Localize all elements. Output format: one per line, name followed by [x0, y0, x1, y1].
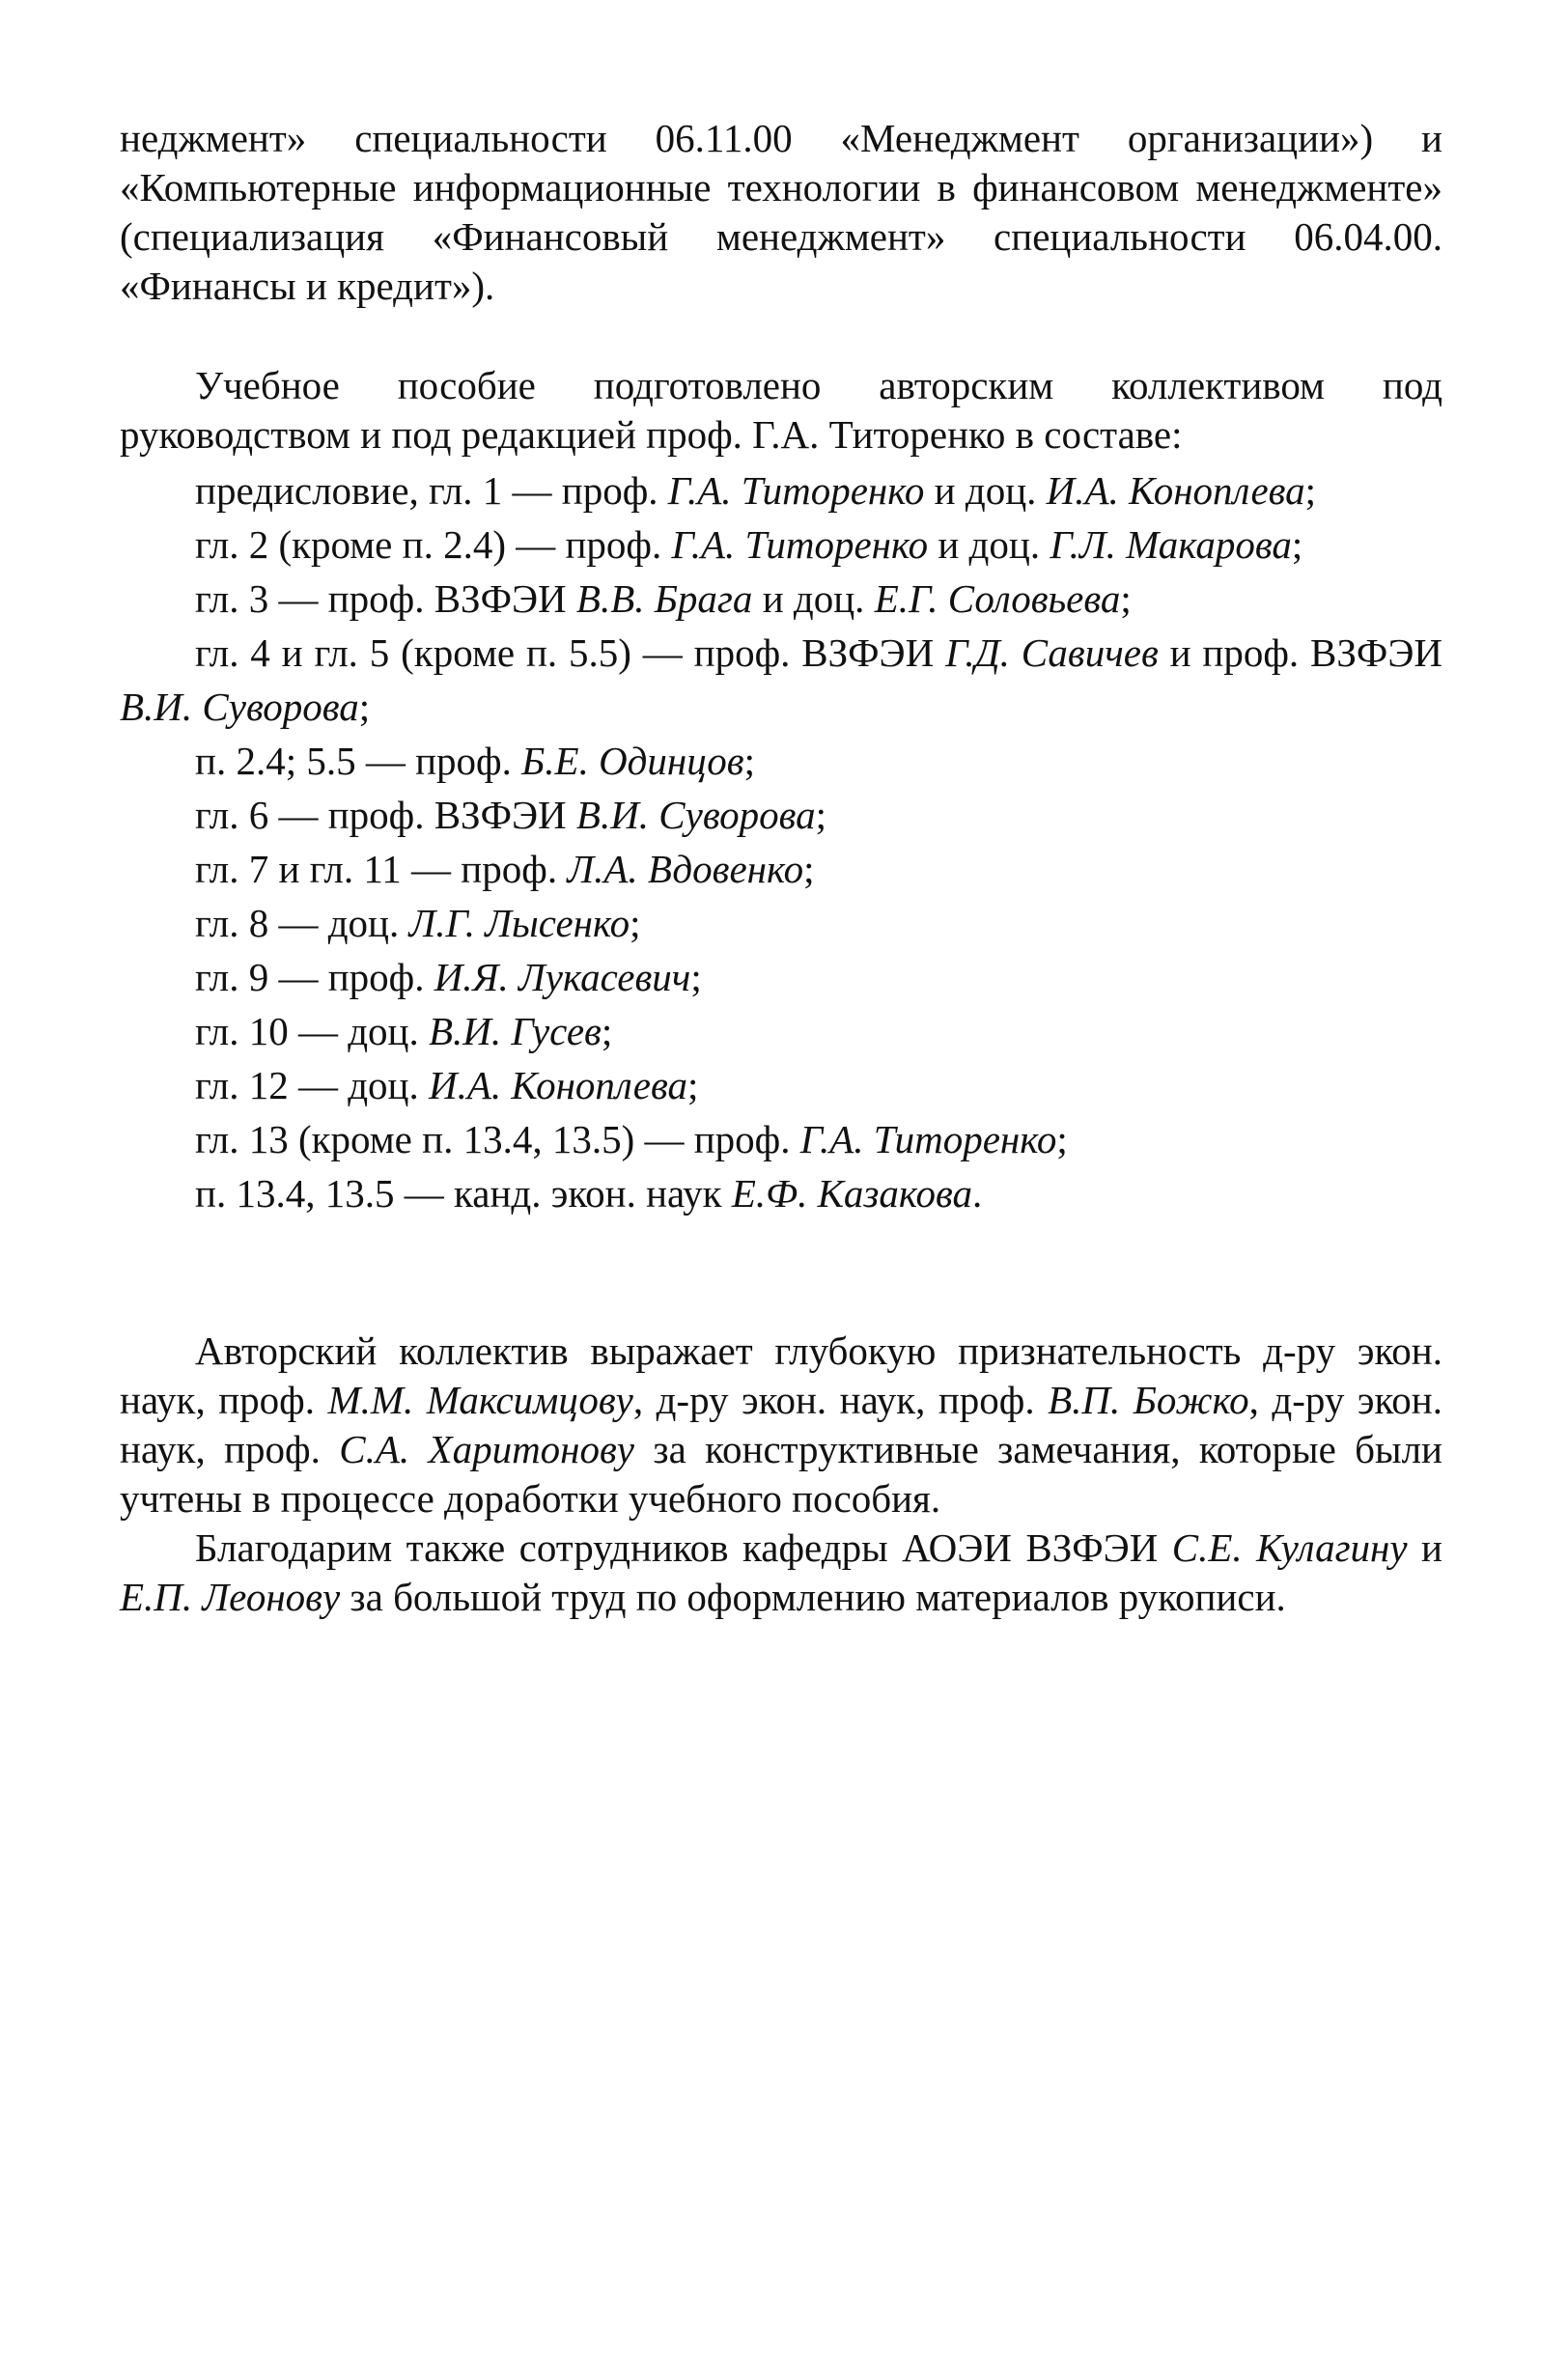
author-name: Г.А. Титоренко [671, 522, 929, 567]
staff-name: Е.П. Леонову [120, 1575, 341, 1619]
author-name: В.И. Суворова [120, 685, 359, 729]
list-item: гл. 8 — доц. Л.Г. Лысенко; [195, 901, 641, 945]
list-item: гл. 13 (кроме п. 13.4, 13.5) — проф. Г.А. Титоренко; [195, 1117, 1068, 1161]
author-name: Е.Г. Соловьева [874, 576, 1121, 621]
acknowledgement-paragraph: Авторский коллектив выражает глубокую признательность д-ру экон. наук, проф. М.М. Максимцову, д-ру экон. наук, проф. В.П. Божко, д-ру экон. наук, проф. С.А. Харитонову за конструктивные замечания, которые были учтены в процессе доработки учебного пособия. [120, 1328, 1442, 1521]
author-name: И.А. Коноплева [429, 1063, 688, 1107]
author-name: И.А. Коноплева [1046, 468, 1305, 513]
list-item: гл. 12 — доц. И.А. Коноплева; [195, 1063, 699, 1107]
staff-name: С.Е. Кулагину [1171, 1525, 1408, 1570]
list-item: гл. 2 (кроме п. 2.4) — проф. Г.А. Титоренко и доц. Г.Л. Макарова; [195, 522, 1303, 567]
author-name: Е.Ф. Казакова [731, 1171, 972, 1216]
list-item: п. 13.4, 13.5 — канд. экон. наук Е.Ф. Казакова. [195, 1171, 983, 1216]
author-name: Г.Д. Савичев [945, 630, 1159, 675]
list-item: гл. 6 — проф. ВЗФЭИ В.И. Суворова; [195, 793, 827, 837]
author-name: Л.А. Вдовенко [567, 847, 804, 891]
intro-paragraph: неджмент» специальности 06.11.00 «Менеджмент организации») и «Компьютерные информационные технологии в финансовом менеджменте» (специализация «Финансовый менеджмент» специальности 06.04.00. «Финансы и кредит»). [120, 116, 1442, 308]
list-item: предисловие, гл. 1 — проф. Г.А. Титоренко и доц. И.А. Коноплева; [195, 468, 1317, 513]
reviewer-name: С.А. Харитонову [339, 1427, 635, 1471]
reviewer-name: В.П. Божко [1048, 1378, 1249, 1422]
author-name: В.И. Гусев [429, 1009, 602, 1053]
document-page [120, 114, 1442, 1622]
author-name: В.В. Брага [575, 576, 753, 621]
author-name: Г.А. Титоренко [667, 468, 925, 513]
author-name: И.Я. Лукасевич [434, 955, 691, 999]
list-item: гл. 10 — доц. В.И. Гусев; [195, 1009, 613, 1053]
authors-lead-paragraph: Учебное пособие подготовлено авторским коллективом под руководством и под редакцией проф. Г.А. Титоренко в составе: [120, 363, 1442, 457]
reviewer-name: М.М. Максимцову [327, 1378, 633, 1422]
list-item: гл. 4 и гл. 5 (кроме п. 5.5) — проф. ВЗФЭИ Г.Д. Савичев и проф. ВЗФЭИ В.И. Суворова; [120, 630, 1442, 729]
author-name: Г.А. Титоренко [799, 1117, 1057, 1161]
author-name: Г.Л. Макарова [1050, 522, 1292, 567]
list-item: гл. 3 — проф. ВЗФЭИ В.В. Брага и доц. Е.Г. Соловьева; [195, 576, 1132, 621]
list-item: гл. 9 — проф. И.Я. Лукасевич; [195, 955, 702, 999]
author-name: В.И. Суворова [575, 793, 816, 837]
authors-list [120, 463, 1442, 1220]
list-item: п. 2.4; 5.5 — проф. Б.Е. Одинцов; [195, 739, 755, 783]
staff-thanks-paragraph: Благодарим также сотрудников кафедры АОЭИ ВЗФЭИ С.Е. Кулагину и Е.П. Леонову за большой труд по оформлению материалов рукописи. [120, 1525, 1443, 1619]
author-name: Б.Е. Одинцов [521, 739, 744, 783]
author-name: Л.Г. Лысенко [408, 901, 630, 945]
list-item: гл. 7 и гл. 11 — проф. Л.А. Вдовенко; [195, 847, 815, 891]
